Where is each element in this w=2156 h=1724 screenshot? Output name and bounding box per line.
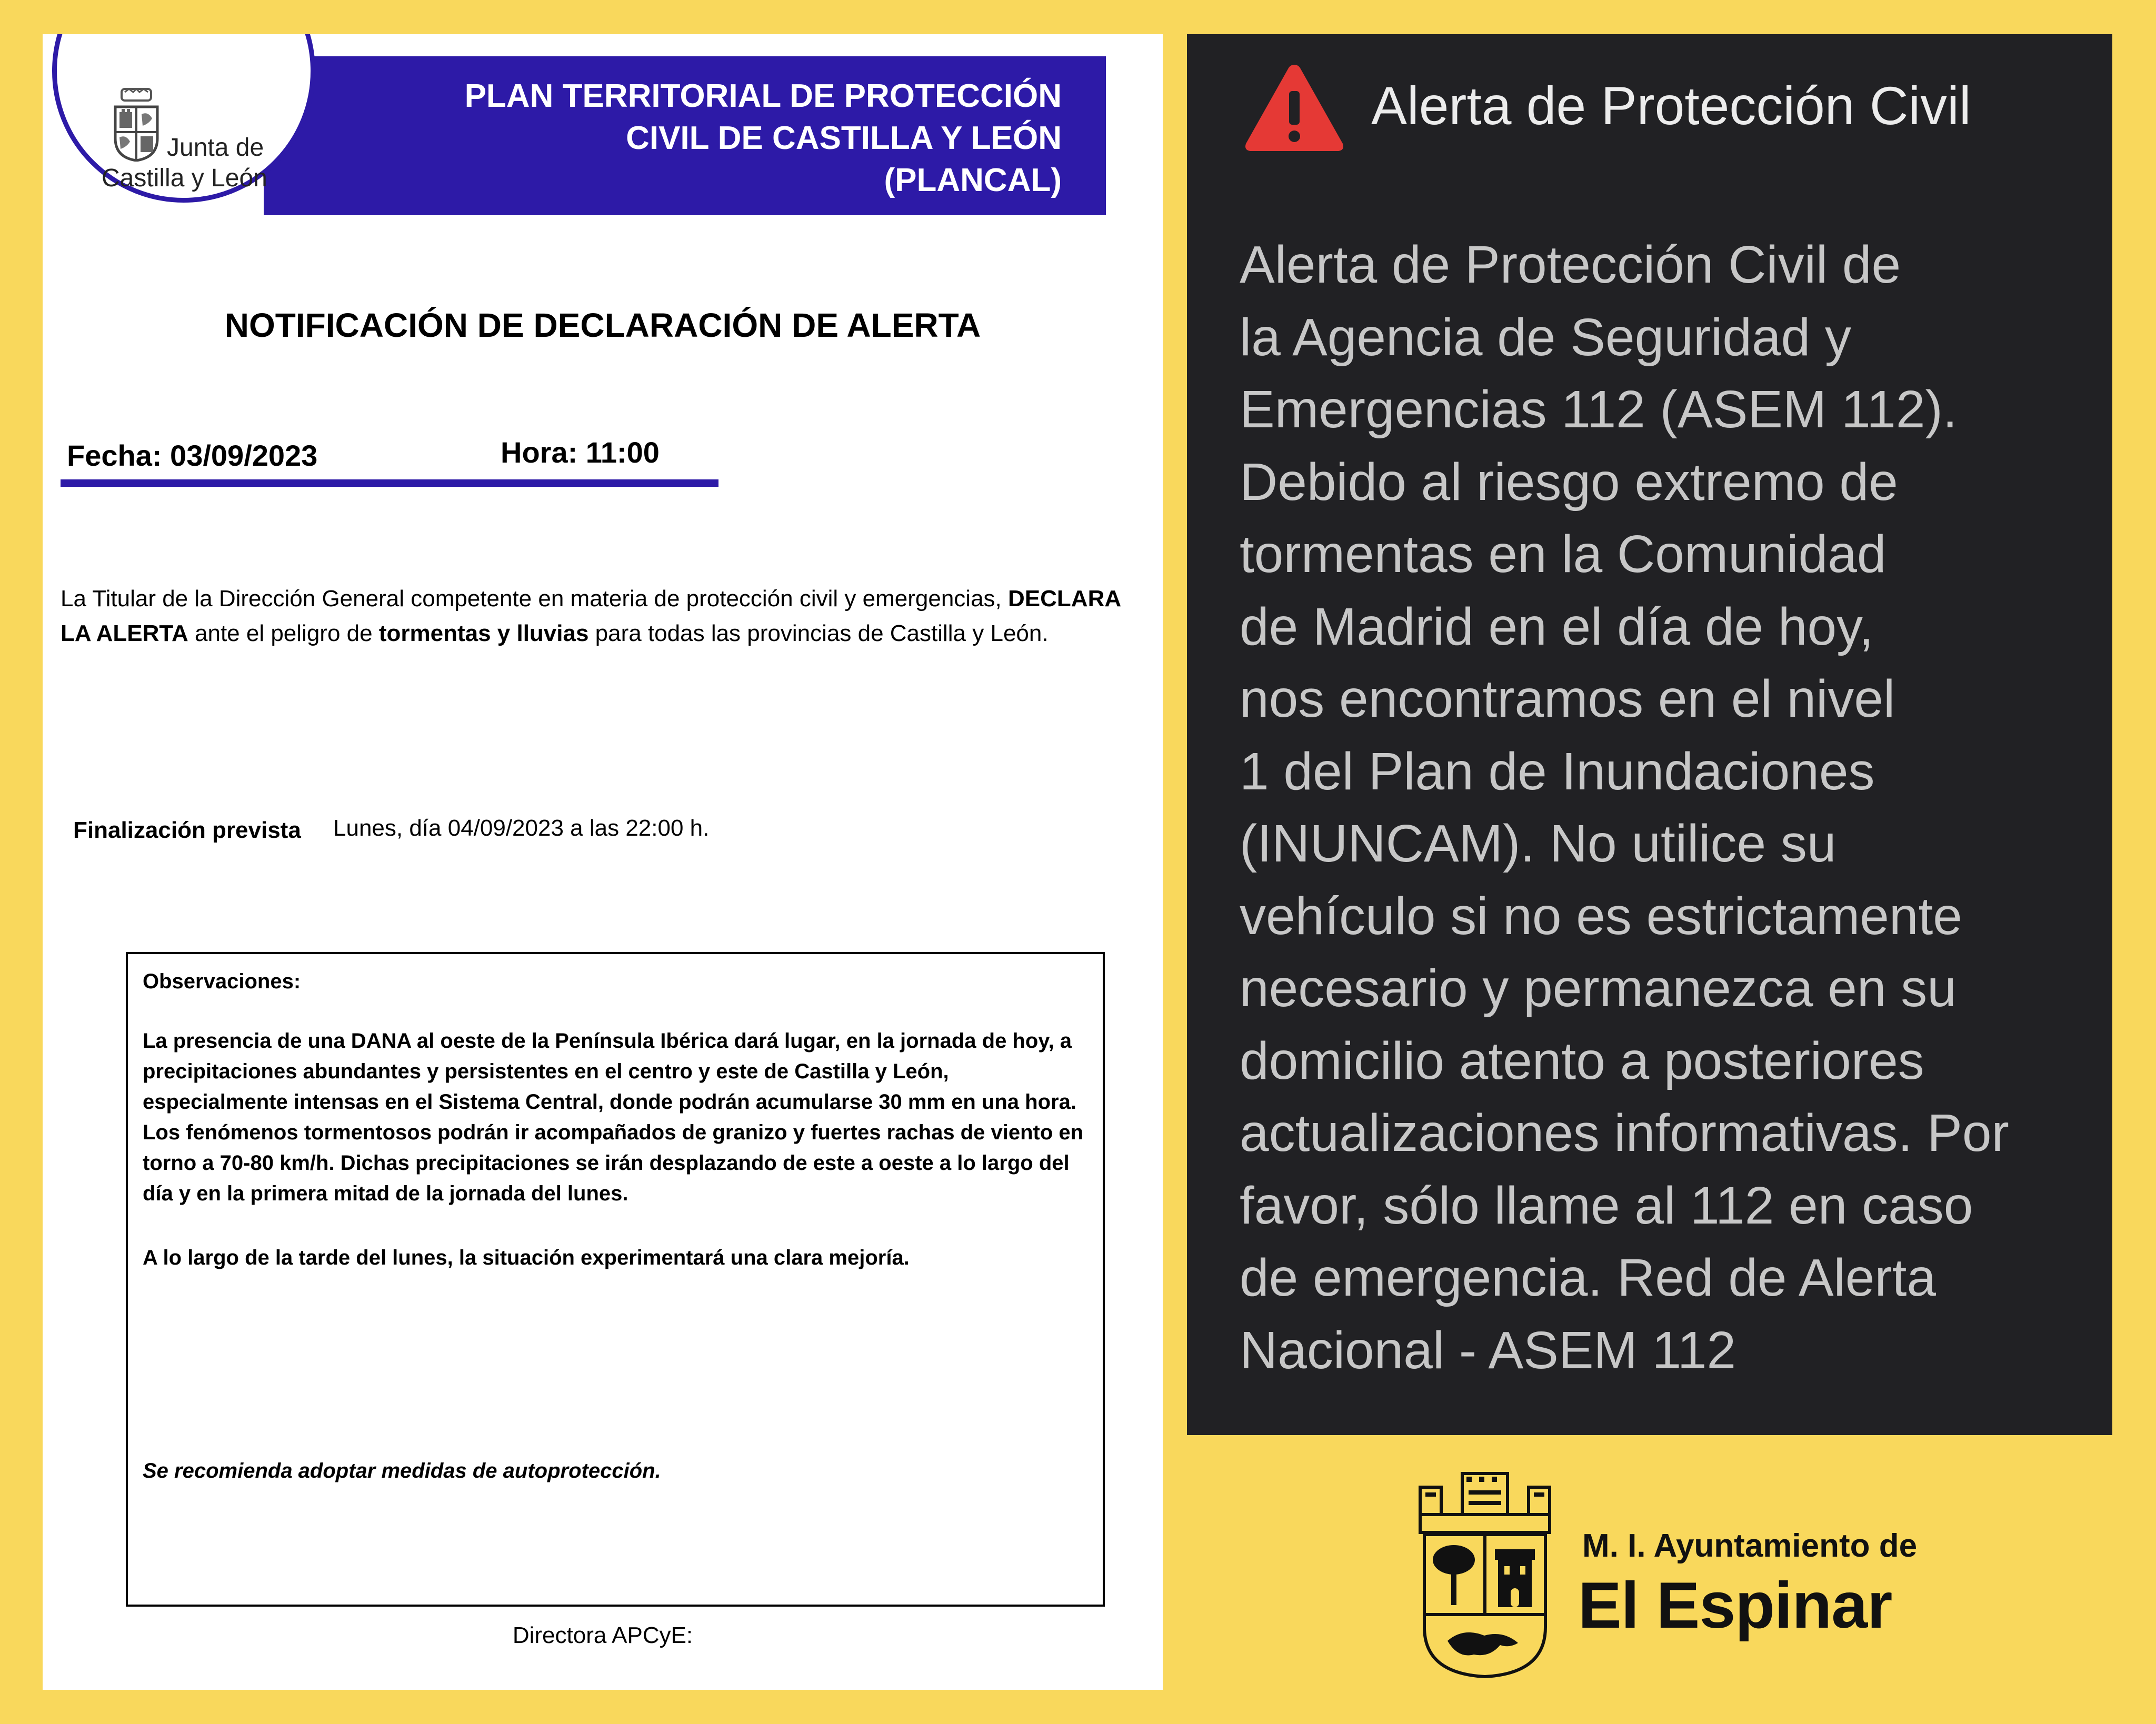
alert-message-line: de Madrid en el día de hoy, <box>1240 597 1874 656</box>
date-field: Fecha: 03/09/2023 <box>67 439 318 472</box>
alert-message-line: Alerta de Protección Civil de <box>1240 235 1901 294</box>
alert-message-line: Emergencias 112 (ASEM 112). <box>1240 380 1958 439</box>
banner-title <box>272 75 1062 202</box>
notification-title: NOTIFICACIÓN DE DECLARACIÓN DE ALERTA <box>224 306 981 344</box>
end-forecast-value: Lunes, día 04/09/2023 a las 22:00 h. <box>333 815 710 841</box>
alert-message-line: la Agencia de Seguridad y <box>1240 307 1851 367</box>
jcyl-shield-icon <box>112 88 161 162</box>
alert-message-line: favor, sólo llame al 112 en caso <box>1240 1176 1973 1235</box>
alert-message-line: tormentas en la Comunidad <box>1240 525 1886 584</box>
logo-text-junta: Junta de <box>167 134 264 162</box>
end-forecast-label: Finalización prevista <box>73 817 301 843</box>
time-field: Hora: 11:00 <box>501 436 660 469</box>
banner-line: CIVIL DE CASTILLA Y LEÓN <box>626 120 1062 156</box>
intro-bold-declara: DECLARA LA ALERTA <box>61 586 1121 646</box>
ayuntamiento-name: El Espinar <box>1578 1569 1892 1642</box>
alert-message <box>1240 229 2103 1387</box>
alert-message-line: vehículo si no es estrictamente <box>1240 886 1962 946</box>
ayuntamiento-title: M. I. Ayuntamiento de <box>1582 1528 1918 1564</box>
el-espinar-coat-of-arms-icon <box>1414 1469 1556 1680</box>
alert-notification-document <box>43 34 1163 1690</box>
header-divider <box>61 479 718 487</box>
self-protection-recommendation: Se recomienda adoptar medidas de autoprotección. <box>143 1459 661 1482</box>
plancal-banner <box>264 56 1106 215</box>
intro-bold-hazard: tormentas y lluvias <box>378 620 589 646</box>
civil-protection-alert-panel <box>1187 34 2112 1435</box>
alert-message-line: de emergencia. Red de Alerta <box>1240 1248 1937 1307</box>
observations-paragraph: La presencia de una DANA al oeste de la Península Ibérica dará lugar, en la jornada de hoy, a precipitaciones abundantes y persistentes en el centro y este de Castilla y León, especialmente intensas en el Sistema Central, donde podrán acumularse 30 mm en una hora. Los fenómenos tormentosos podrán ir acompañados de granizo y fuertes rachas de viento en torno a 70-80 km/h. Dichas precipitaciones se irán desplazando de este a oeste a lo largo del día y en la primera mitad de la jornada del lunes. <box>143 1029 1084 1205</box>
observations-label: Observaciones: <box>143 970 301 993</box>
alert-message-line: necesario y permanezca en su <box>1240 959 1957 1018</box>
alert-message-line: 1 del Plan de Inundaciones <box>1240 741 1875 801</box>
alert-title: Alerta de Protección Civil <box>1371 76 1971 136</box>
warning-triangle-icon <box>1242 61 1347 155</box>
declaration-paragraph <box>61 582 1155 651</box>
alert-message-line: nos encontramos en el nivel <box>1240 669 1895 728</box>
intro-text: ante el peligro de <box>188 620 379 646</box>
observations-paragraph: A lo largo de la tarde del lunes, la situación experimentará una clara mejoría. <box>143 1246 910 1269</box>
alert-message-line: domicilio atento a posteriores <box>1240 1031 1924 1090</box>
signature-line: Directora APCyE: <box>512 1622 693 1648</box>
alert-message-line: Nacional - ASEM 112 <box>1240 1320 1736 1380</box>
intro-text: para todas las provincias de Castilla y León. <box>588 620 1049 646</box>
alert-message-line: Debido al riesgo extremo de <box>1240 452 1898 512</box>
logo-text-castilla-leon: Castilla y León <box>102 164 267 192</box>
banner-line: (PLANCAL) <box>884 162 1062 198</box>
alert-message-line: actualizaciones informativas. Por <box>1240 1104 2009 1162</box>
banner-line: PLAN TERRITORIAL DE PROTECCIÓN <box>464 78 1062 114</box>
alert-message-line: (INUNCAM). No utilice su <box>1240 814 1836 873</box>
observations-box <box>126 952 1105 1607</box>
intro-text: La Titular de la Dirección General competente en materia de protección civil y emergencias, <box>61 586 1009 612</box>
junta-castilla-leon-logo <box>102 86 333 238</box>
